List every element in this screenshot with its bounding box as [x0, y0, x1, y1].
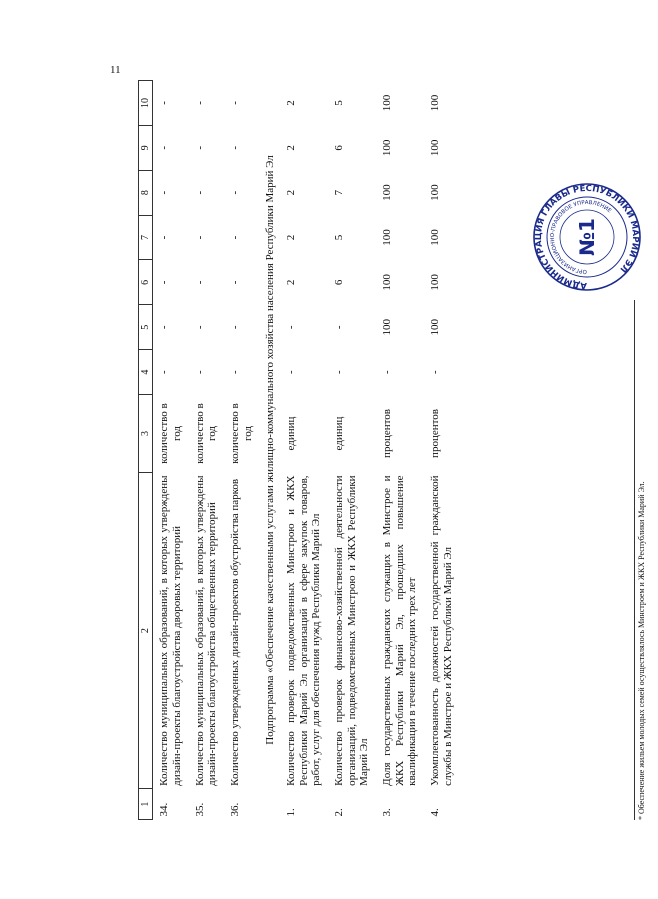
row-value: - [333, 370, 346, 374]
row-text: Укомплектованность должностей государственной гражданской службы в Минстрое и ЖКХ Республики Марий Эл [429, 475, 454, 786]
row-value: - [158, 370, 171, 374]
row-value: - [158, 101, 171, 105]
subprogram-row [260, 81, 280, 820]
row-number: 35. [193, 802, 206, 817]
row-value: - [193, 325, 206, 330]
row-value: - [158, 145, 171, 150]
row-value: - [158, 280, 171, 285]
row-value: - [229, 235, 242, 240]
footnote: * Обеспечение жильем молодых семей осуществлялось Минстроем и ЖКХ Республики Марий Эл. [634, 300, 646, 820]
col-header: 4 [139, 350, 153, 395]
row-value: - [193, 370, 206, 374]
row-value: - [193, 235, 206, 240]
row-value: - [158, 325, 171, 330]
row-text: Доля государственных гражданских служащих в Минстрое и ЖКХ Республики Марий Эл, прошедших повышение квалификации в течение последних трех лет [381, 475, 418, 786]
row-value: - [158, 235, 171, 240]
row-number: 2. [333, 808, 346, 817]
row-value: - [229, 280, 242, 285]
row-value: - [193, 190, 206, 195]
row-text: Количество проверок финансово-хозяйственной деятельности организаций, подведомственных Минстрою и ЖКХ Республики Марий Эл [333, 475, 370, 786]
table-row [280, 81, 328, 820]
row-unit: единиц [285, 416, 298, 451]
row-value: 100 [381, 139, 394, 157]
svg-text:№1: №1 [575, 218, 599, 256]
col-header: 10 [139, 81, 153, 126]
row-value: - [229, 325, 242, 330]
table-row [189, 81, 225, 820]
col-header: 1 [139, 789, 153, 820]
col-header: 3 [139, 395, 153, 473]
row-text: Количество муниципальных образований, в которых утверждены дизайн-проекты благоустройства дворовых территорий [158, 475, 183, 786]
official-seal-icon [532, 182, 642, 292]
row-value: 6 [333, 279, 346, 286]
row-number: 36. [229, 802, 242, 817]
row-value: - [229, 101, 242, 105]
header-row [139, 81, 153, 820]
row-value: 100 [429, 274, 442, 291]
row-value: - [229, 370, 242, 374]
row-value: 100 [429, 139, 442, 157]
row-value: 7 [333, 189, 346, 196]
row-value: - [229, 190, 242, 195]
row-value: - [429, 370, 442, 374]
row-value: - [285, 325, 298, 330]
row-text: Количество утвержденных дизайн-проектов обустройства парков [229, 478, 242, 786]
row-number: 34. [158, 802, 171, 817]
subprogram-title: Подпрограмма «Обеспечение качественными услугами жилищно-коммунального хозяйства населения Республики Марий Эл [264, 155, 277, 745]
col-header: 9 [139, 125, 153, 170]
row-value: 100 [429, 184, 442, 201]
rotated-page [138, 80, 658, 820]
row-unit: единиц [333, 416, 346, 451]
row-value: - [193, 280, 206, 285]
col-header: 8 [139, 170, 153, 215]
row-value: - [381, 370, 394, 374]
row-value: 100 [429, 229, 442, 246]
table-row [328, 81, 376, 820]
col-header: 5 [139, 305, 153, 350]
row-value: - [193, 101, 206, 105]
row-value: 6 [333, 145, 346, 151]
svg-text:АДМИНИСТРАЦИЯ ГЛАВЫ РЕСПУБЛИКИ: АДМИНИСТРАЦИЯ ГЛАВЫ РЕСПУБЛИКИ МАРИЙ ЭЛ [533, 183, 641, 291]
table-row [424, 81, 460, 820]
row-value: 100 [381, 184, 394, 201]
row-number: 1. [285, 808, 298, 817]
row-value: 2 [285, 189, 298, 196]
row-unit: количество в год [193, 403, 219, 464]
row-text: Количество проверок подведомственных Минстрою и ЖКХ Республики Марий Эл организаций в сфере закупок товаров, работ, услуг для обеспечения нужд Республики Марий Эл [285, 475, 322, 786]
row-value: - [285, 370, 298, 374]
row-unit: процентов [429, 409, 442, 458]
row-value: 2 [285, 234, 298, 241]
row-value: 2 [285, 100, 298, 106]
row-value: 100 [429, 94, 442, 112]
table-row [153, 81, 189, 820]
col-header: 6 [139, 260, 153, 305]
svg-text:ОРГАНИЗАЦИОННО-ПРАВОВОЕ УПРАВЛ: ОРГАНИЗАЦИОННО-ПРАВОВОЕ УПРАВЛЕНИЕ [549, 199, 613, 275]
row-value: 100 [381, 94, 394, 112]
col-header: 2 [139, 472, 153, 788]
indicators-table [138, 80, 460, 820]
row-unit: количество в год [229, 403, 254, 464]
page-number: 11 [110, 64, 121, 76]
row-value: 100 [381, 229, 394, 246]
col-header: 7 [139, 215, 153, 260]
row-value: - [193, 145, 206, 150]
row-value: 5 [333, 100, 346, 106]
row-value: 100 [381, 319, 394, 336]
row-number: 3. [381, 808, 394, 817]
row-value: 2 [285, 279, 298, 286]
row-value: - [229, 145, 242, 150]
table-row [376, 81, 424, 820]
row-value: 5 [333, 234, 346, 241]
row-value: - [158, 190, 171, 195]
row-text: Количество муниципальных образований, в которых утверждены дизайн-проекты благоустройства общественных территорий [193, 475, 219, 786]
row-number: 4. [429, 808, 442, 817]
row-value: 2 [285, 145, 298, 151]
row-unit: процентов [381, 409, 394, 458]
table-row [224, 81, 260, 820]
row-value: 100 [429, 319, 442, 336]
row-value: - [333, 325, 346, 330]
row-value: 100 [381, 274, 394, 291]
row-unit: количество в год [158, 403, 183, 464]
